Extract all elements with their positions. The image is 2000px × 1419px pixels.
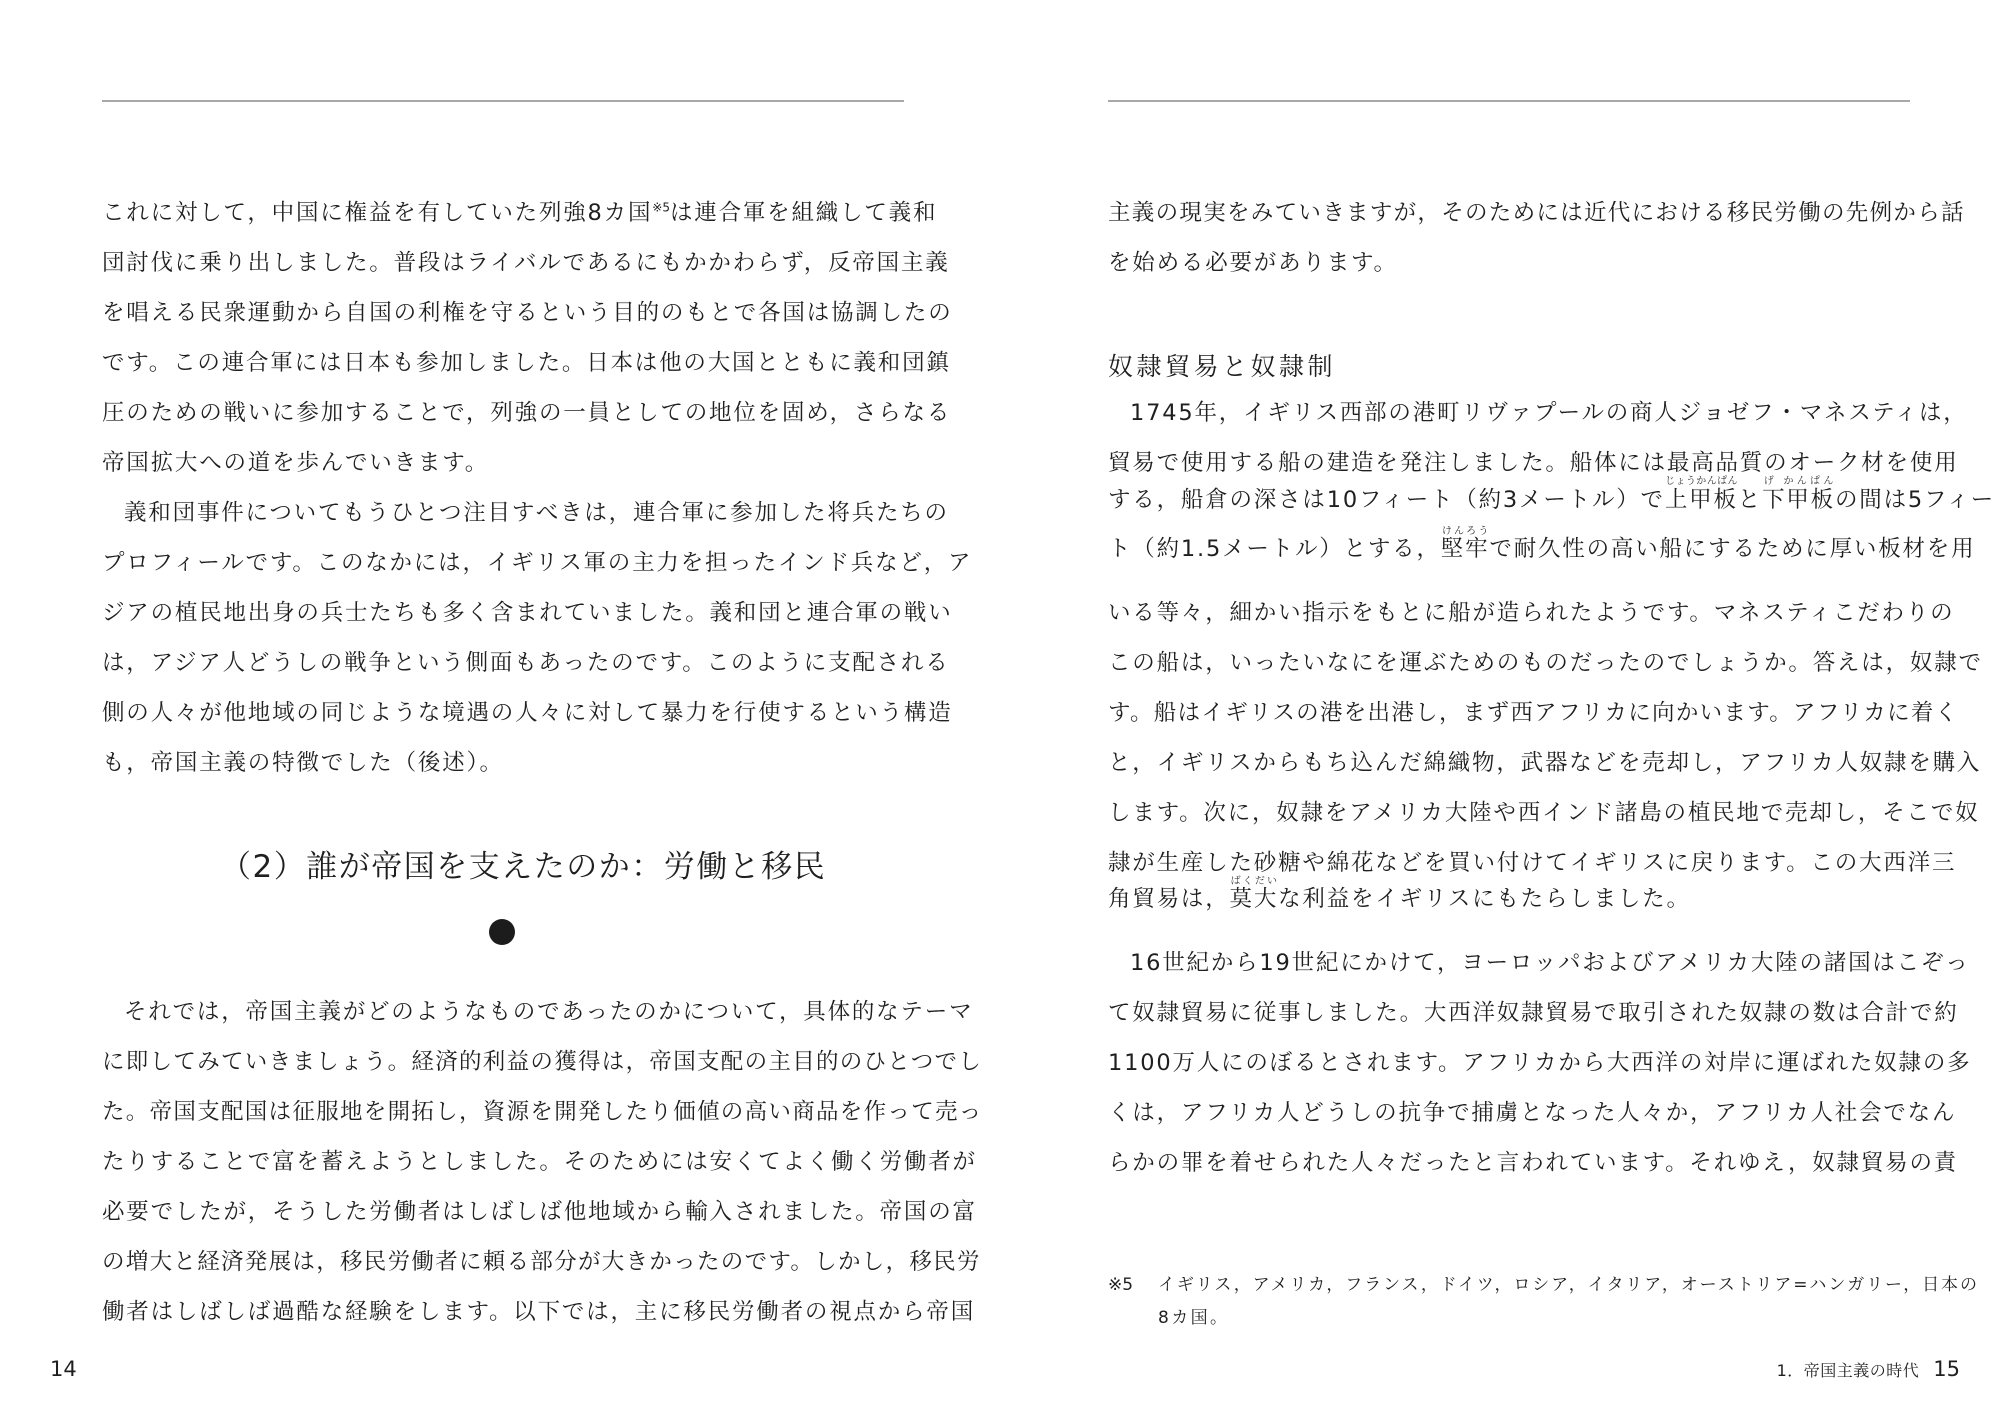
section-bullet-icon: [489, 919, 515, 945]
text-line: す。船はイギリスの港を出港し，まず西アフリカに向かいます。アフリカに着く: [1108, 700, 1959, 726]
page-number: 14: [50, 1357, 77, 1381]
footnote-text: 8カ国。: [1158, 1308, 1230, 1328]
text-line: この船は，いったいなにを運ぶためのものだったのでしょうか。答えは，奴隷で: [1108, 650, 1983, 676]
text-line: プロフィールです。このなかには，イギリス軍の主力を担ったインド兵など，ア: [102, 550, 973, 576]
text-line: 1100万人にのぼるとされます。アフリカから大西洋の対岸に運ばれた奴隷の多: [1108, 1050, 1972, 1076]
text-line: は，アジア人どうしの戦争という側面もあったのです。このように支配される: [102, 650, 950, 676]
text-line: 1745年，イギリス西部の港町リヴァプールの商人ジョゼフ・マネスティは，: [1130, 400, 1968, 426]
text-line: 団討伐に乗り出しました。普段はライバルであるにもかかわらず，反帝国主義: [102, 250, 950, 276]
text-line: て奴隷貿易に従事しました。大西洋奴隷貿易で取引された奴隷の数は合計で約: [1108, 1000, 1959, 1026]
text-line: それでは，帝国主義がどのようなものであったのかについて，具体的なテーマ: [124, 999, 974, 1025]
text-line: くは，アフリカ人どうしの抗争で捕虜となった人々か，アフリカ人社会でなん: [1108, 1100, 1957, 1126]
text-line: 必要でしたが，そうした労働者はしばしば他地域から輸入されました。帝国の富: [102, 1199, 977, 1225]
text-line: します。次に，奴隷をアメリカ大陸や西インド諸島の植民地で売却し，そこで奴: [1108, 800, 1980, 826]
text-line: 16世紀から19世紀にかけて，ヨーロッパおよびアメリカ大陸の諸国はこぞっ: [1130, 950, 1970, 976]
text-line: の増大と経済発展は，移民労働者に頼る部分が大きかったのです。しかし，移民労: [102, 1249, 981, 1275]
text-line: ト（約1.5メートル）とする，堅牢けんろうで耐久性の高い船にするために厚い板材を用: [1108, 526, 1976, 562]
text-line: 義和団事件についてもうひとつ注目すべきは，連合軍に参加した将兵たちの: [124, 500, 949, 526]
ruby-word: 莫大ばくだい: [1229, 876, 1279, 912]
text-line: 帝国拡大への道を歩んでいきます。: [102, 450, 490, 476]
ruby-word: 上甲板じょうかんぱん: [1664, 476, 1738, 513]
text-line: 側の人々が他地域の同じような境遇の人々に対して暴力を行使するという構造: [102, 700, 953, 726]
text-line: を始める必要があります。: [1108, 250, 1398, 276]
text-line: 圧のための戦いに参加することで，列強の一員としての地位を固め，さらなる: [102, 400, 952, 426]
text-line: です。この連合軍には日本も参加しました。日本は他の大国とともに義和団鎮: [102, 350, 951, 376]
footnote-text: イギリス，アメリカ，フランス，ドイツ，ロシア，イタリア，オーストリア=ハンガリー，日本の: [1158, 1275, 1979, 1295]
text-line: た。帝国支配国は征服地を開拓し，資源を開発したり価値の高い商品を作って売っ: [102, 1099, 983, 1125]
text-line: 主義の現実をみていきますが，そのためには近代における移民労働の先例から話: [1108, 200, 1965, 226]
page-number: 15: [1933, 1357, 1960, 1381]
right-page: [1000, 0, 2000, 1419]
text-line: 角貿易は，莫大ばくだいな利益をイギリスにもたらしました。: [1108, 876, 1691, 912]
top-rule: [102, 100, 904, 102]
text-line: 隷が生産した砂糖や綿花などを買い付けてイギリスに戻ります。この大西洋三: [1108, 850, 1957, 876]
text-line: を唱える民衆運動から自国の利権を守るという目的のもとで各国は協調したの: [102, 300, 953, 326]
running-footer: [1777, 1355, 1960, 1385]
ruby-word: 下甲板げ かんぱん: [1762, 476, 1835, 513]
footnote-label: ※5: [1108, 1275, 1134, 1295]
text-line: ジアの植民地出身の兵士たちも多く含まれていました。義和団と連合軍の戦い: [102, 600, 953, 626]
text-line: 働者はしばしば過酷な経験をします。以下では，主に移民労働者の視点から帝国: [102, 1299, 976, 1325]
text-line: 貿易で使用する船の建造を発注しました。船体には最高品質のオーク材を使用: [1108, 450, 1959, 476]
text-line: も，帝国主義の特徴でした（後述）。: [102, 750, 504, 776]
top-rule: [1108, 100, 1910, 102]
text-line: これに対して，中国に権益を有していた列強8カ国$^{※5}$は連合軍を組織して義和: [102, 200, 938, 226]
sub-heading: 奴隷貿易と奴隷制: [1108, 352, 1337, 381]
chapter-label: 1．帝国主義の時代: [1776, 1361, 1920, 1380]
text-line: に即してみていきましょう。経済的利益の獲得は，帝国支配の主目的のひとつでし: [102, 1049, 983, 1075]
text-line: と，イギリスからもち込んだ綿織物，武器などを売却し，アフリカ人奴隷を購入: [1108, 750, 1982, 776]
text-line: らかの罪を着せられた人々だったと言われています。それゆえ，奴隷貿易の責: [1108, 1150, 1959, 1176]
text-line: いる等々，細かい指示をもとに船が造られたようです。マネスティこだわりの: [1108, 600, 1955, 626]
footnote-reference[interactable]: ※5: [652, 200, 670, 215]
section-title: （2）誰が帝国を支えたのか：労働と移民: [220, 849, 827, 885]
text-line: たりすることで富を蓄えようとしました。そのためには安くてよく働く労働者が: [102, 1149, 977, 1175]
text-line: する，船倉の深さは10フィート（約3メートル）で上甲板じょうかんぱんと下甲板げ かんぱんの間は5フィー: [1108, 476, 1996, 513]
ruby-word: 堅牢けんろう: [1440, 526, 1490, 562]
